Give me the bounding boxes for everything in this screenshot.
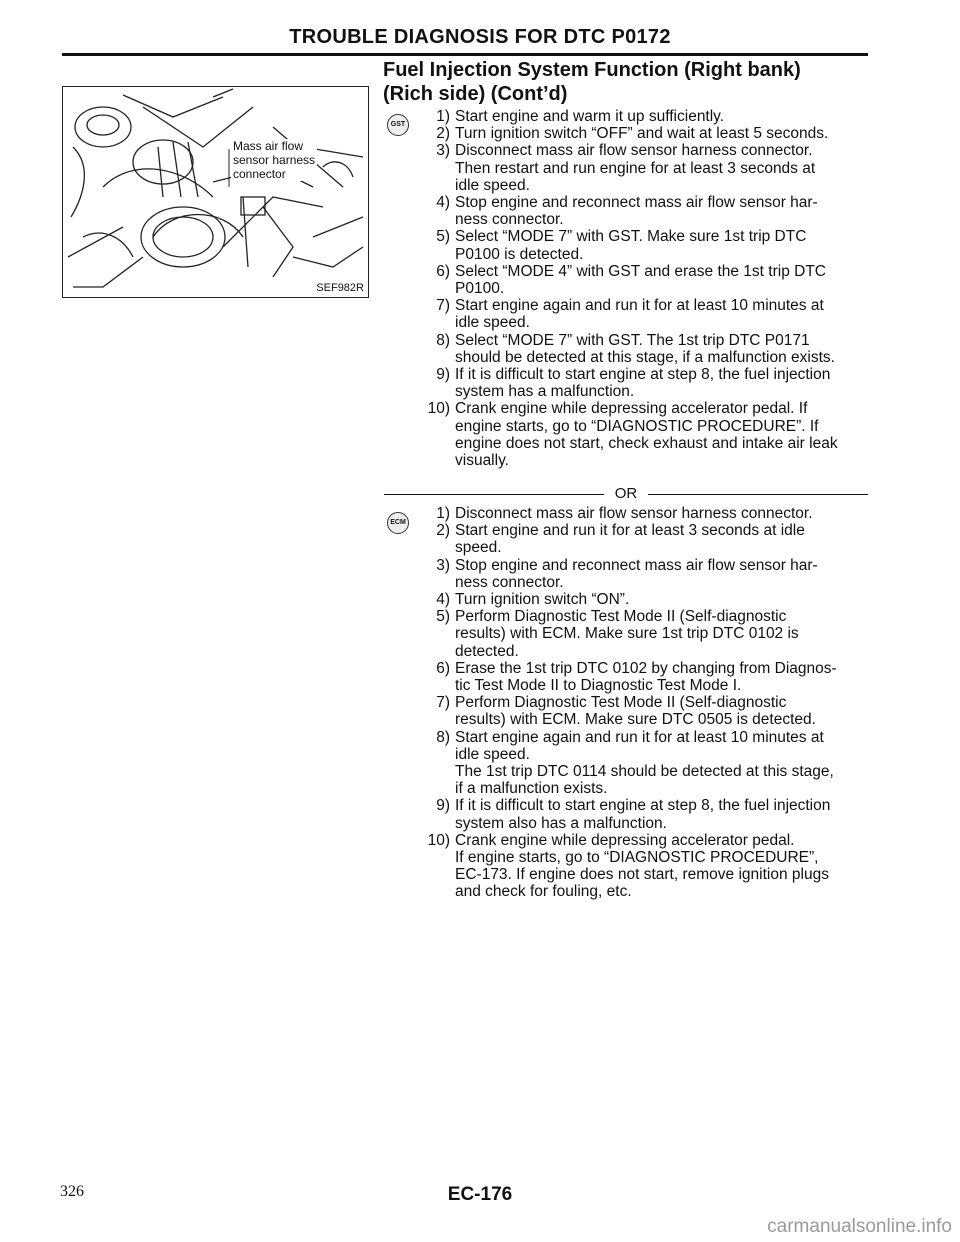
step-number: 3) [436, 556, 450, 574]
list-item [418, 194, 874, 228]
figure-label-line2: sensor harness [233, 153, 316, 167]
step-number: 3) [436, 142, 450, 160]
step-text: Start engine again and run it for at least 10 minutes at idle speed. The 1st trip DTC 0114 should be detected at this stage, if a malfunction exists. [455, 728, 834, 798]
step-number: 8) [436, 728, 450, 746]
step-text: Stop engine and reconnect mass air flow sensor har- ness connector. [455, 556, 818, 591]
list-item [418, 125, 874, 142]
engine-figure [62, 86, 369, 298]
step-text: Crank engine while depressing accelerator pedal. If engine starts, go to “DIAGNOSTIC PROCEDURE”. If engine does not start, check exhaust and intake air leak visually. [455, 400, 838, 470]
figure-label-line3: connector [233, 167, 286, 181]
step-text: If it is difficult to start engine at step 8, the fuel injection system also has a malfunction. [455, 797, 831, 832]
watermark: carmanualsonline.info [767, 1216, 952, 1237]
figure-label-line1: Mass air flow [233, 139, 304, 153]
step-number: 1) [436, 108, 450, 125]
step-number: 9) [436, 797, 450, 815]
section-title [383, 58, 873, 106]
list-item [418, 557, 874, 591]
gst-icon: GST [387, 114, 409, 136]
step-number: 6) [436, 659, 450, 677]
step-number: 7) [436, 694, 450, 712]
list-item [418, 263, 874, 297]
step-text: Turn ignition switch “ON”. [455, 591, 630, 609]
step-text: If it is difficult to start engine at step 8, the fuel injection system has a malfunction. [455, 366, 831, 401]
step-text: Start engine and warm it up sufficiently. [455, 108, 725, 125]
step-text: Select “MODE 7” with GST. The 1st trip DTC P0171 should be detected at this stage, if a malfunction exists. [455, 331, 835, 366]
header-rule [62, 53, 868, 56]
step-text: Turn ignition switch “OFF” and wait at least 5 seconds. [455, 125, 829, 143]
list-item [418, 297, 874, 331]
list-item [418, 608, 874, 660]
or-label: OR [609, 485, 644, 502]
page-number: 326 [60, 1183, 84, 1200]
step-text: Start engine and run it for at least 3 seconds at idle speed. [455, 522, 805, 557]
list-item [418, 400, 874, 469]
step-number: 2) [436, 125, 450, 143]
list-item [418, 522, 874, 556]
list-item [418, 729, 874, 798]
list-item [418, 505, 874, 522]
page-title: TROUBLE DIAGNOSIS FOR DTC P0172 [289, 26, 671, 48]
step-text: Perform Diagnostic Test Mode II (Self-diagnostic results) with ECM. Make sure 1st trip DTC 0102 is detected. [455, 608, 799, 660]
step-number: 6) [436, 262, 450, 280]
step-text: Erase the 1st trip DTC 0102 by changing from Diagnos- tic Test Mode II to Diagnostic Test Mode I. [455, 659, 837, 695]
step-number: 4) [436, 194, 450, 212]
step-number: 7) [436, 297, 450, 315]
or-divider [384, 484, 868, 504]
step-text: Perform Diagnostic Test Mode II (Self-diagnostic results) with ECM. Make sure DTC 0505 is detected. [455, 694, 816, 729]
list-item [418, 366, 874, 400]
section-title-line2: (Rich side) (Cont’d) [383, 83, 568, 105]
section-title-line1: Fuel Injection System Function (Right bank) [383, 59, 801, 81]
list-item [418, 660, 874, 694]
step-number: 10) [427, 831, 450, 849]
list-item [418, 591, 874, 608]
list-item [418, 228, 874, 262]
ecm-icon: ECM [387, 512, 409, 534]
list-item [418, 332, 874, 366]
list-item [418, 142, 874, 194]
list-item [418, 108, 874, 125]
step-number: 2) [436, 522, 450, 540]
list-item [418, 832, 874, 901]
step-text: Select “MODE 4” with GST and erase the 1st trip DTC P0100. [455, 262, 826, 298]
step-number: 8) [436, 331, 450, 349]
list-item [418, 694, 874, 728]
ecm-step-list [418, 505, 874, 901]
step-number: 10) [427, 400, 450, 418]
step-number: 9) [436, 366, 450, 384]
page-code: EC-176 [447, 1184, 513, 1205]
step-text: Disconnect mass air flow sensor harness connector. [455, 505, 813, 522]
step-text: Start engine again and run it for at least 10 minutes at idle speed. [455, 297, 824, 332]
step-number: 1) [436, 505, 450, 522]
gst-step-list [418, 108, 874, 469]
list-item [418, 797, 874, 831]
step-text: Crank engine while depressing accelerator pedal. If engine starts, go to “DIAGNOSTIC PROCEDURE”, EC-173. If engine does not start, remove ignition plugs and check for fouling, etc. [455, 831, 829, 901]
engine-illustration [63, 87, 368, 297]
step-text: Disconnect mass air flow sensor harness connector. Then restart and run engine for at least 3 seconds at idle speed. [455, 142, 816, 194]
step-text: Stop engine and reconnect mass air flow sensor har- ness connector. [455, 194, 818, 229]
step-number: 5) [436, 608, 450, 626]
step-number: 5) [436, 228, 450, 246]
figure-callout [231, 139, 317, 181]
figure-code: SEF982R [316, 282, 364, 294]
step-number: 4) [436, 591, 450, 609]
step-text: Select “MODE 7” with GST. Make sure 1st trip DTC P0100 is detected. [455, 228, 807, 263]
